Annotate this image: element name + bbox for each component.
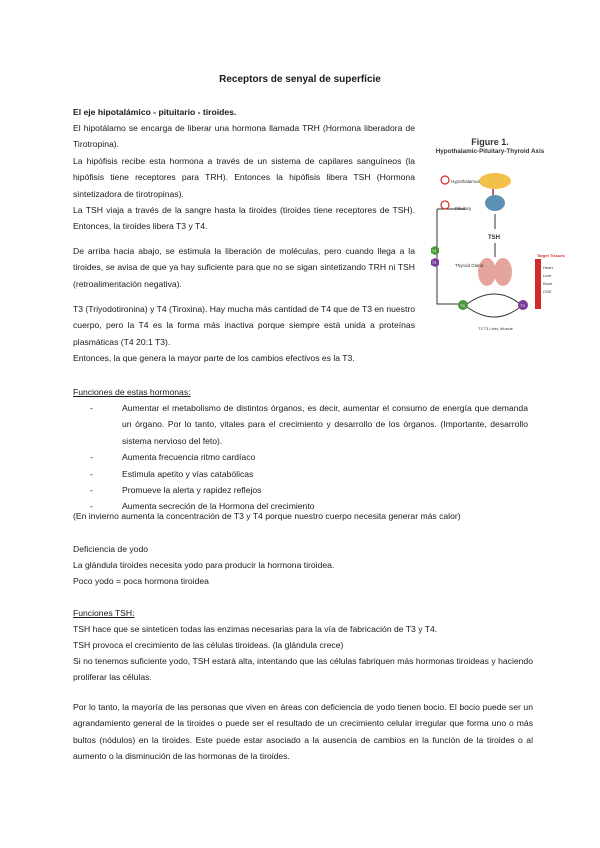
list-item-text: Aumentar el metabolismo de distintos órganos, es decir, aumentar el consumo de energía que demanda un órgano. Por lo tanto, vitales para el crecimiento y desarrollo de los órganos. (Importante, desarrollo sistema nervioso del feto). [122,403,528,446]
hypothalamus-label: Hypothalamus [451,179,480,184]
section-heading-functions: Funciones de estas hormonas: [73,387,191,397]
functions-list [90,400,528,515]
paragraph-winter: (En invierno aumenta la concentración de T3 y T4 porque nuestro cuerpo necesita generar más calor) [73,511,461,521]
paragraph-goiter: Por lo tanto, la mayoría de las personas que viven en áreas con deficiencia de yodo tienen bocio. El bocio puede ser un agrandamiento general de la tiroides o puede ser el resultado de un crecimiento celular irregular que forma uno o más bultos (nódulos) en la tiroides. Este puede estar asociado a la ausencia de cambios en la función de la tiroides o al aumento o la disminución de las hormonas de la tiroides. [73,702,533,762]
list-bullet: - [90,468,93,479]
paragraph-tsh-travel: La TSH viaja a través de la sangre hasta la tiroides (tiroides tiene receptores de TSH). Entonces, la tiroides libera T3 y T4. [73,205,415,232]
section-heading-iodine: Deficiencia de yodo [73,544,149,554]
list-item [90,449,528,465]
paragraph-iodine-1: La glándula tiroides necesita yodo para producir la hormona tiroidea. [73,560,335,570]
list-item-text: Promueve la alerta y rapidez reflejos [122,485,262,496]
t3-marker-top-label: T3 [432,261,437,265]
list-item [90,482,528,498]
paragraph-conclusion: Entonces, la que genera la mayor parte de los cambios efectivos es la T3. [73,353,355,363]
inhibit-marker-pituitary [441,201,449,209]
t3-node-label: T3 [520,303,525,308]
paragraph-t3-t4: T3 (Triyodotironina) y T4 (Tiroxina). Hay mucha más cantidad de T4 que de T3 en nuestro cuerpo, pero la T4 es la forma más inactiva porque siempre está unida a proteínas plasmáticas (T4 20:1 T3). [73,304,415,347]
list-item [90,400,528,449]
paragraph-hypothalamus: El hipotálamo se encarga de liberar una hormona llamada TRH (Hormona liberadora de Tirotropina). [73,123,415,150]
conversion-arc-bottom [467,307,520,317]
thyroid-right-lobe [494,258,512,286]
section-heading-tsh: Funciones TSH: [73,608,135,618]
list-item-text: Aumenta secreción de la Hormona del crecimiento [122,501,315,512]
list-bullet: - [90,501,93,512]
feedback-line-left [437,209,461,304]
list-bullet: - [90,452,93,463]
thyroid-label: Thyroid Gland [455,263,484,268]
paragraph-tsh-1: TSH hace que se sinteticen todas las enzimas necesarias para la vía de fabricación de T3 y T4. [73,624,438,634]
tsh-label: TSH [488,235,500,241]
target-liver: Liver [543,273,552,278]
page-title: Receptors de senyal de superfície [219,74,381,85]
list-item-text: Estimula apetito y vías catabólicas [122,468,254,479]
inhibit-marker-hypothalamus [441,176,449,184]
target-cns: CNS [543,289,552,294]
list-item [90,466,528,482]
figure-title: Figure 1. [471,137,509,147]
paragraph-pituitary: La hipófisis recibe esta hormona a través de un sistema de capilares sanguíneos (la hipófisis tiene receptores para TRH). Entonces la hipófisis libera TSH (Hormona sintetizadora de tirotropinas). [73,156,415,199]
figure-diagram [425,159,565,374]
liver-muscle-label: T3 T3 Liver, Muscle [478,326,513,331]
target-bone: Bone [543,281,553,286]
conversion-arc-top [467,294,520,304]
paragraph-tsh-3: Si no tenemos suficiente yodo, TSH estará alta, intentando que las células fabriquen más hormonas tiroideas y haciendo proliferar las células. [73,656,533,683]
paragraph-tsh-2: TSH provoca el crecimiento de las células tiroideas. (la glándula crece) [73,640,344,650]
target-tissues-bar [535,259,541,309]
target-tissues-title: Target Tissues [537,253,565,258]
list-item-text: Aumenta frecuencia ritmo cardíaco [122,452,256,463]
target-heart: Heart [543,265,553,270]
list-bullet: - [90,403,93,413]
thyroid-axis-figure [425,137,565,372]
section-heading-axis: El eje hipotalámico - pituitario - tiroides. [73,107,237,117]
t4-node-label: T4 [460,303,465,308]
pituitary-label: Pituitary [455,206,472,211]
figure-subtitle: Hypothalamic-Pituitary-Thyroid Axis [435,148,545,155]
paragraph-feedback: De arriba hacia abajo, se estimula la liberación de moléculas, pero cuando llega a la tiroides, se avisa de que ya hay suficiente para que no se sigan sintetizando TRH ni TSH (retroalimentación negativa). [73,246,415,289]
t4-marker-top-label: T4 [432,249,437,253]
list-bullet: - [90,485,93,496]
paragraph-iodine-2: Poco yodo = poca hormona tiroidea [73,576,209,586]
pituitary-shape [485,195,505,211]
hypothalamus-shape [479,173,511,189]
